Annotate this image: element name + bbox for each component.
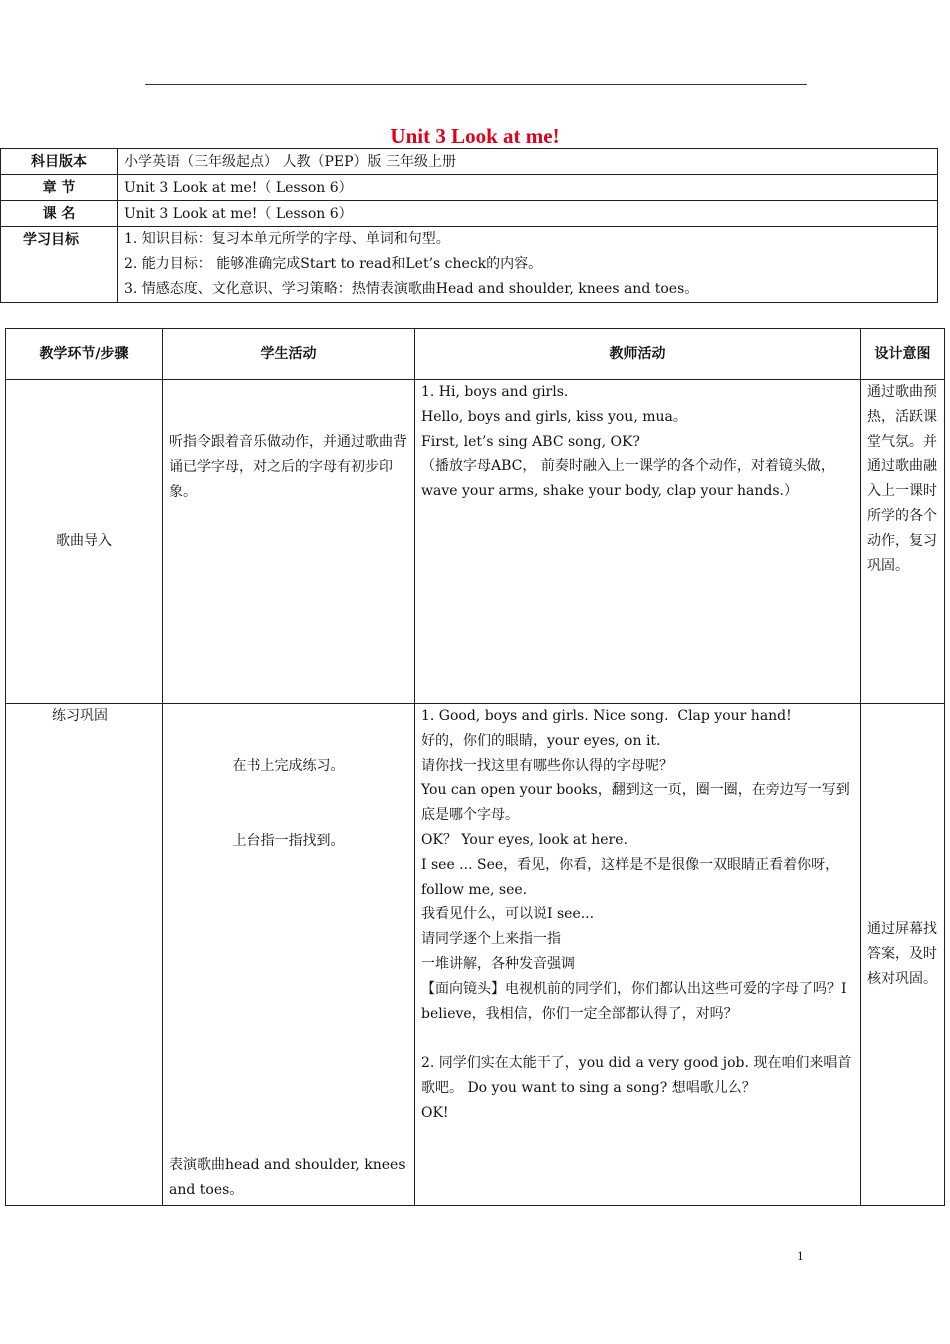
design-cell (861, 380, 945, 704)
teacher-line: （播放字母ABC， 前奏时融入上一课学的各个动作，对着镜头做， wave your arms, shake your body, clap your hands.） (421, 458, 840, 500)
header-design: 设计意图 (861, 329, 945, 380)
info-label: 科目版本 (1, 149, 118, 175)
lesson-row-practice (6, 704, 945, 1206)
info-row-chapter (1, 175, 938, 201)
goals-cell (118, 227, 938, 303)
step-cell (6, 704, 163, 1206)
lesson-row-song-intro (6, 380, 945, 704)
info-row-goals (1, 227, 938, 303)
goal-item: 2. 能力目标： 能够准确完成Start to read和Let’s check的内容。 (124, 256, 543, 272)
teacher-line: 1. Hi, boys and girls. (421, 384, 569, 400)
student-activity: 听指令跟着音乐做动作，并通过歌曲背诵已学字母，对之后的字母有初步印象。 (169, 434, 407, 500)
info-value: Unit 3 Look at me!（ Lesson 6） (118, 175, 938, 201)
design-cell (861, 704, 945, 1206)
design-intent: 通过歌曲预热，活跃课堂气氛。并通过歌曲融入上一课时所学的各个动作，复习巩固。 (867, 384, 937, 574)
info-value: 小学英语（三年级起点） 人教（PEP）版 三年级上册 (118, 149, 938, 175)
document-title: Unit 3 Look at me! (390, 124, 560, 148)
teacher-line: OK! (421, 1104, 449, 1121)
info-label: 章 节 (1, 175, 118, 201)
teacher-line: 1. Good, boys and girls. Nice song. Clap your hand! (421, 708, 792, 724)
student-activity: 在书上完成练习。 (232, 758, 345, 774)
header-rule (145, 84, 807, 85)
page-number: 1 (797, 1248, 804, 1263)
teacher-cell (415, 704, 861, 1206)
info-value: Unit 3 Look at me!（ Lesson 6） (118, 201, 938, 227)
lesson-plan-table (5, 328, 945, 1206)
info-label: 课 名 (1, 201, 118, 227)
goal-item: 3. 情感态度、文化意识、学习策略：热情表演歌曲Head and shoulder, knees and toes。 (124, 281, 699, 297)
teacher-line: 请同学逐个上来指一指 (421, 931, 561, 948)
teacher-line: You can open your books，翻到这一页，圈一圈，在旁边写一写到底是哪个字母。 (421, 782, 850, 824)
student-activity: 表演歌曲head and shoulder, knees and toes。 (169, 1157, 410, 1199)
teacher-line: I see ... See，看见，你看，这样是不是很像一双眼睛正看着你呀，follow me, see. (421, 856, 840, 898)
teacher-line: OK？ Your eyes, look at here. (421, 831, 628, 848)
lesson-header-row (6, 329, 945, 380)
info-row-subject (1, 149, 938, 175)
teacher-cell (415, 380, 861, 704)
info-row-lesson (1, 201, 938, 227)
design-intent: 通过屏幕找答案，及时核对巩固。 (867, 921, 937, 987)
teacher-line: 2. 同学们实在太能干了，you did a very good job. 现在咱们来唱首歌吧。 Do you want to sing a song? 想唱歌儿么？ (421, 1055, 852, 1096)
teacher-line: 请你找一找这里有哪些你认得的字母呢？ (421, 757, 673, 774)
step-label: 练习巩固 (52, 708, 108, 724)
teacher-line: 【面向镜头】电视机前的同学们，你们都认出这些可爱的字母了吗？I believe，我相信，你们一定全部都认得了，对吗？ (421, 980, 851, 1022)
student-cell (163, 380, 415, 704)
info-label: 学习目标 (1, 227, 118, 303)
spacer (421, 1026, 854, 1051)
step-cell: 歌曲导入 (6, 380, 163, 704)
header-student: 学生活动 (163, 329, 415, 380)
student-cell (163, 704, 415, 1206)
header-teacher: 教师活动 (415, 329, 861, 380)
student-activity: 上台指一指找到。 (232, 832, 345, 849)
teacher-line: 一堆讲解，各种发音强调 (421, 955, 575, 972)
teacher-line: Hello, boys and girls, kiss you, mua。 (421, 408, 687, 425)
teacher-line: First, let’s sing ABC song, OK? (421, 433, 640, 450)
teacher-line: 我看见什么，可以说I see... (421, 906, 595, 923)
course-info-table (0, 148, 938, 303)
teacher-line: 好的，你们的眼睛，your eyes, on it. (421, 732, 661, 749)
header-step: 教学环节/步骤 (6, 329, 163, 380)
goal-item: 1. 知识目标：复习本单元所学的字母、单词和句型。 (124, 231, 450, 247)
